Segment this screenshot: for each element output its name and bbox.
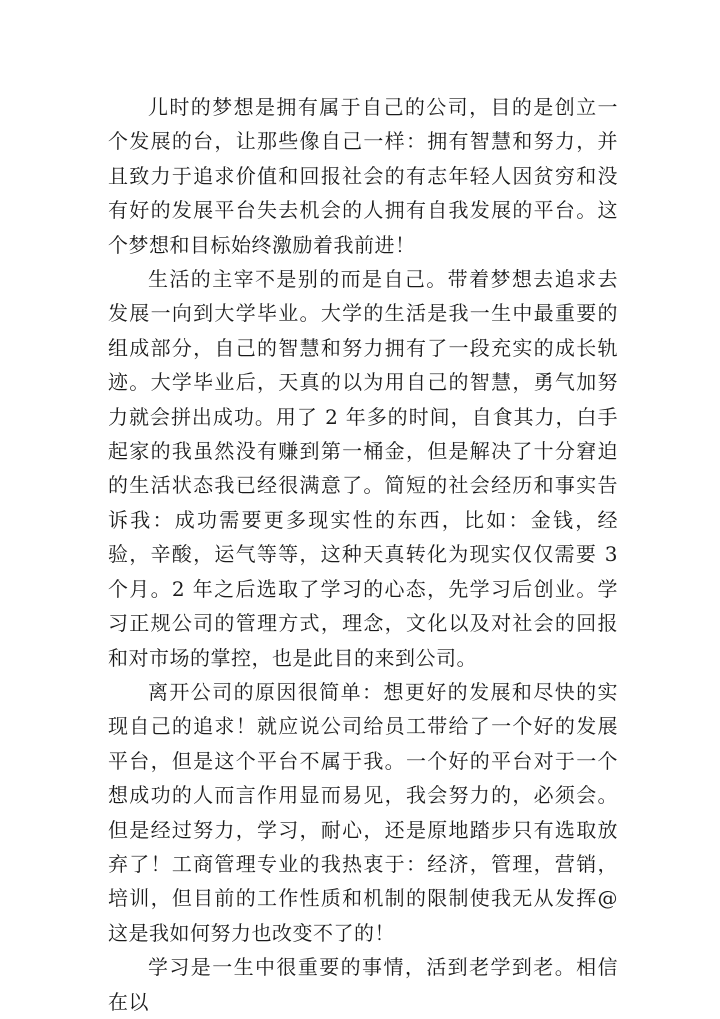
paragraph-4: 学习是一生中很重要的事情，活到老学到老。相信在以 — [108, 955, 618, 1014]
document-page — [108, 90, 618, 1019]
paragraph-3: 离开公司的原因很简单：想更好的发展和尽快的实现自己的追求！就应说公司给员工带给了一个好的发展平台，但是这个平台不属于我。一个好的平台对于一个想成功的人而言作用显而易见，我会努力的，必须会。但是经过努力，学习，耐心，还是原地踏步只有选取放弃了！工商管理专业的我热衷于：经济，管理，营销，培训，但目前的工作性质和机制的限制使我无从发挥@这是我如何努力也改变不了的！ — [108, 679, 618, 945]
paragraph-1: 儿时的梦想是拥有属于自己的公司，目的是创立一个发展的台，让那些像自己一样：拥有智慧和努力，并且致力于追求价值和回报社会的有志年轻人因贫穷和没有好的发展平台失去机会的人拥有自我发展的平台。这个梦想和目标始终激励着我前进！ — [108, 95, 618, 257]
paragraph-2: 生活的主宰不是别的而是自己。带着梦想去追求去发展一向到大学毕业。大学的生活是我一生中最重要的组成部分，自己的智慧和努力拥有了一段充实的成长轨迹。大学毕业后，天真的以为用自己的智慧，勇气加努力就会拼出成功。用了 2 年多的时间，自食其力，白手起家的我虽然没有赚到第一桶金，但是解决了十分窘迫的生活状态我已经很满意了。简短的社会经历和事实告诉我：成功需要更多现实性的东西，比如：金钱，经验，辛酸，运气等等，这种天真转化为现实仅仅需要 3 个月。2 年之后选取了学习的心态，先学习后创业。学习正规公司的管理方式，理念，文化以及对社会的回报和对市场的掌控，也是此目的来到公司。 — [108, 267, 618, 670]
